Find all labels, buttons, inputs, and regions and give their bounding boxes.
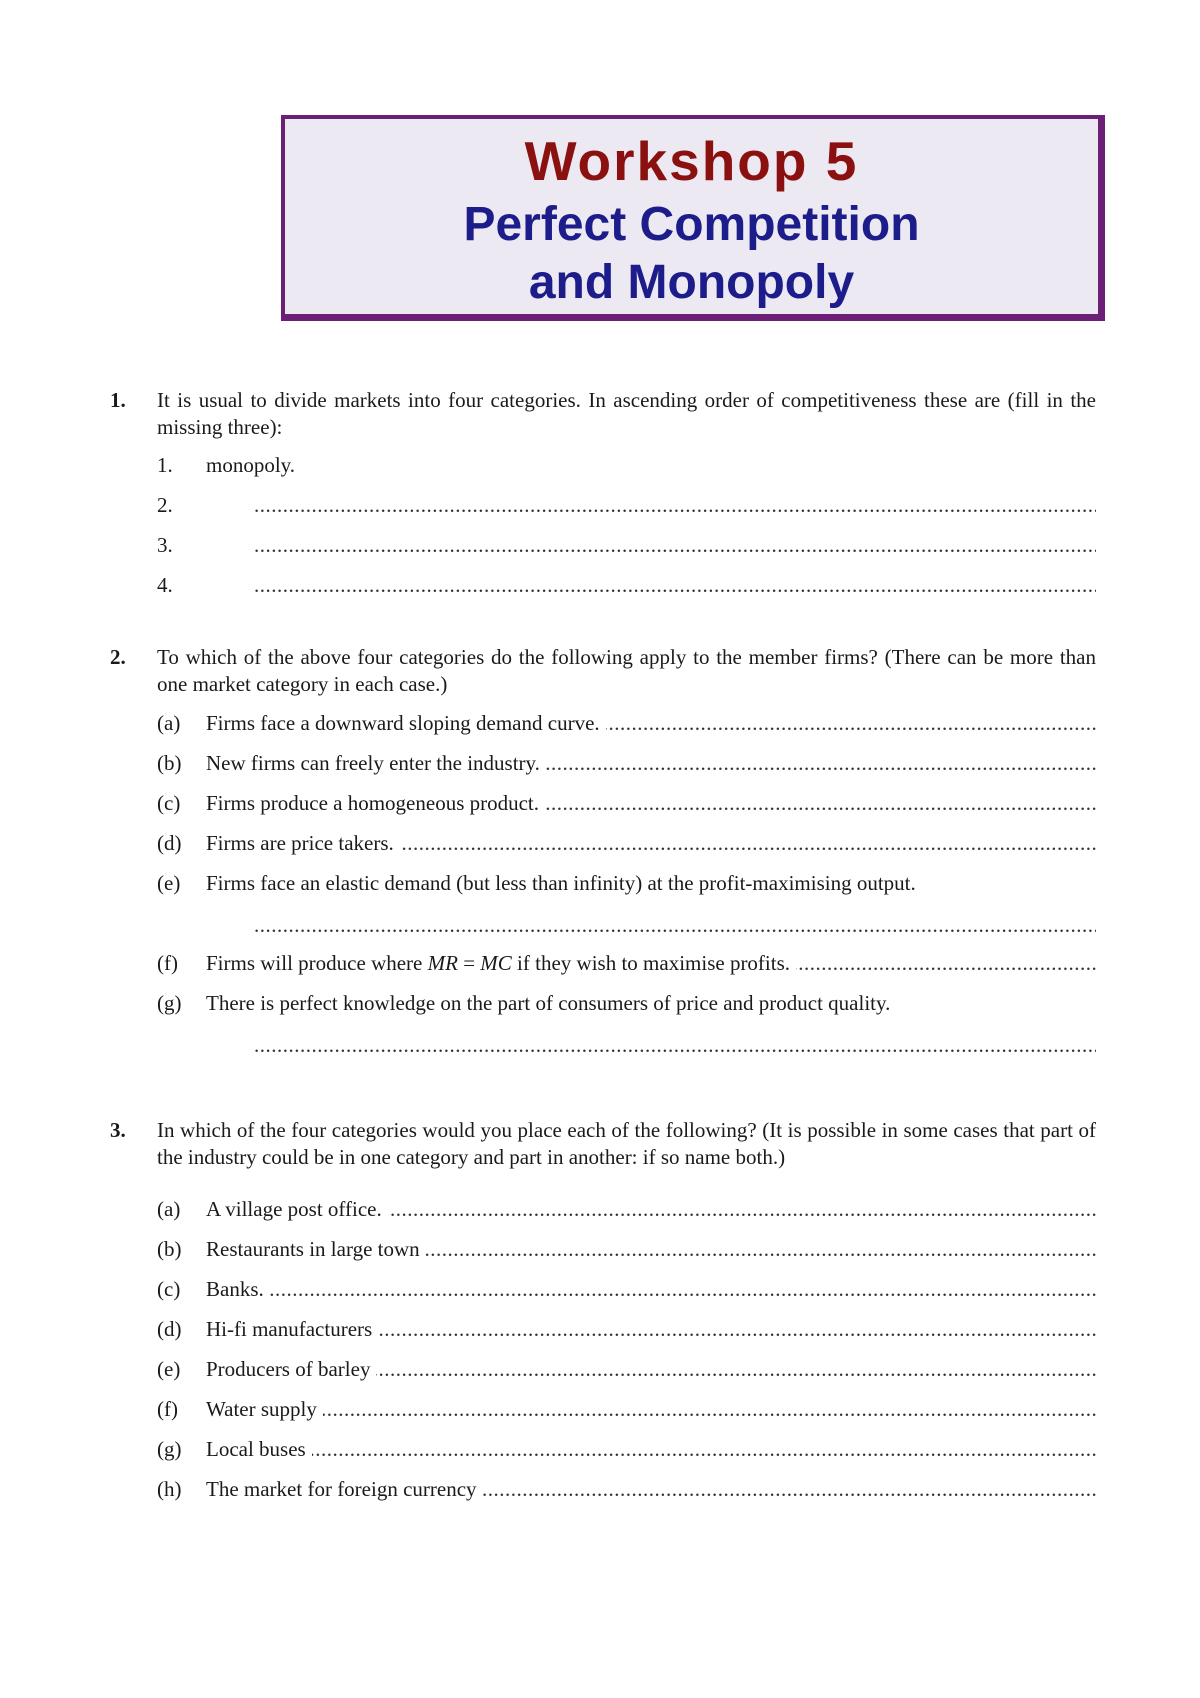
list-item xyxy=(0,1354,1200,1384)
item-text: Producers of barley xyxy=(206,1354,376,1384)
list-item xyxy=(0,1194,1200,1224)
question-number: 1. xyxy=(110,388,126,412)
item-label: (d) xyxy=(157,831,182,855)
answer-line[interactable] xyxy=(254,910,1096,940)
list-item xyxy=(0,450,1200,480)
item-label: (g) xyxy=(157,1437,182,1461)
answer-line[interactable] xyxy=(254,490,1096,520)
item-text: Water supply xyxy=(206,1394,323,1424)
topic-title-line1: Perfect Competition xyxy=(463,198,920,251)
item-label: (f) xyxy=(157,951,178,975)
item-label: (a) xyxy=(157,1197,181,1221)
list-item xyxy=(0,788,1200,818)
mr-symbol: MR xyxy=(427,951,458,975)
question-number: 3. xyxy=(110,1118,126,1142)
list-item xyxy=(0,748,1200,778)
list-item xyxy=(0,948,1200,978)
list-item xyxy=(0,1274,1200,1304)
list-item xyxy=(0,490,1200,520)
item-label: (b) xyxy=(157,1237,182,1261)
item-label: (e) xyxy=(157,871,181,895)
item-label: (h) xyxy=(157,1477,182,1501)
list-item-continuation xyxy=(0,1030,1200,1060)
item-label: 3. xyxy=(157,533,173,557)
item-text: New firms can freely enter the industry. xyxy=(206,748,546,778)
answer-line[interactable] xyxy=(254,530,1096,560)
item-label: (b) xyxy=(157,751,182,775)
item-text: Banks. xyxy=(206,1274,270,1304)
item-text: Firms produce a homogeneous product. xyxy=(206,788,545,818)
item-label: (c) xyxy=(157,1277,181,1301)
question-text: In which of the four categories would you place each of the following? (It is possible in some cases that part of the industry could be in one category and part in another: if so name both.) xyxy=(157,1118,1096,1169)
list-item xyxy=(0,1234,1200,1264)
item-text: The market for foreign currency xyxy=(206,1474,483,1504)
item-label: (f) xyxy=(157,1397,178,1421)
item-text: monopoly. xyxy=(206,450,301,480)
title-box xyxy=(281,115,1105,321)
item-text: Restaurants in large town xyxy=(206,1234,426,1264)
item-text: Hi-fi manufacturers xyxy=(206,1314,378,1344)
item-label: 4. xyxy=(157,573,173,597)
item-text: Firms will produce where MR = MC if they wish to maximise profits. xyxy=(206,948,796,978)
list-item xyxy=(0,868,1200,898)
item-text: Local buses xyxy=(206,1434,312,1464)
item-label: 2. xyxy=(157,493,173,517)
list-item xyxy=(0,1474,1200,1504)
answer-line[interactable] xyxy=(206,1274,1096,1304)
answer-line[interactable] xyxy=(206,1394,1096,1424)
list-item xyxy=(0,1434,1200,1464)
item-label: 1. xyxy=(157,453,173,477)
item-label: (c) xyxy=(157,791,181,815)
list-item xyxy=(0,570,1200,600)
item-label: (a) xyxy=(157,711,181,735)
answer-line[interactable] xyxy=(254,1030,1096,1060)
list-item xyxy=(0,708,1200,738)
list-item xyxy=(0,530,1200,560)
item-text: Firms face a downward sloping demand curve. xyxy=(206,708,606,738)
list-item xyxy=(0,988,1200,1018)
item-text: A village post office. xyxy=(206,1194,388,1224)
item-text: Firms are price takers. xyxy=(206,828,400,858)
item-label: (g) xyxy=(157,991,182,1015)
list-item xyxy=(0,828,1200,858)
list-item xyxy=(0,1314,1200,1344)
answer-line[interactable] xyxy=(254,570,1096,600)
answer-line[interactable] xyxy=(206,1434,1096,1464)
question-number: 2. xyxy=(110,645,126,669)
item-label: (d) xyxy=(157,1317,182,1341)
item-text: Firms face an elastic demand (but less than infinity) at the profit-maximising output. xyxy=(206,868,922,898)
workshop-title: Workshop 5 xyxy=(524,130,859,192)
list-item-continuation xyxy=(0,910,1200,940)
mc-symbol: MC xyxy=(480,951,512,975)
item-label: (e) xyxy=(157,1357,181,1381)
item-text: There is perfect knowledge on the part of consumers of price and product quality. xyxy=(206,988,896,1018)
question-text: To which of the above four categories do the following apply to the member firms? (There can be more than one market category in each case.) xyxy=(157,645,1096,696)
list-item xyxy=(0,1394,1200,1424)
topic-title-line2: and Monopoly xyxy=(528,256,855,309)
question-text: It is usual to divide markets into four categories. In ascending order of competitiveness these are (fill in the missing three): xyxy=(157,388,1096,439)
